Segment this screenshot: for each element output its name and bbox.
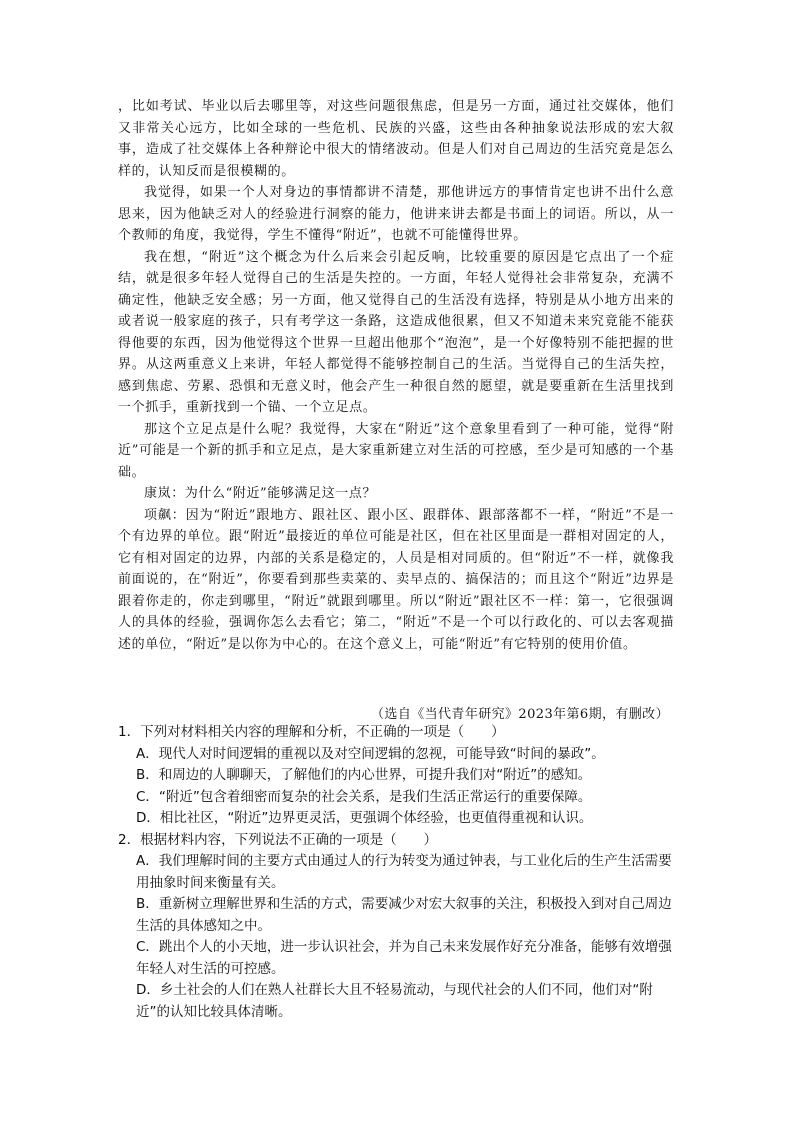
passage-paragraph-5: 康岚：为什么“附近”能够满足这一点？ [144,486,377,501]
question-list [118,722,678,1023]
passage-paragraph-4: 那这个立足点是什么呢？我觉得，大家在“附近”这个意象里看到了一种可能，觉得“附近”可能是一个新的抓手和立足点，是大家重新建立对生活的可控感，至少是可知感的一个基础。 [118,421,674,480]
question-2-option-c: C．跳出个人的小天地，进一步认识社会，并为自己未来发展作好充分准备，能够有效增强年轻人对生活的可控感。 [136,939,672,977]
question-2-option-d: D．乡土社会的人们在熟人社群长大且不轻易流动，与现代社会的人们不同，他们对“附近”的认知比较具体清晰。 [136,982,653,1020]
passage-paragraph-1: ，比如考试、毕业以后去哪里等，对这些问题很焦虑，但是另一方面，通过社交媒体，他们又非常关心远方，比如全球的一些危机、民族的兴盛，这些由各种抽象说法形成的宏大叙事，造成了社交媒体上各种辩论中很大的情绪波动。但是人们对自己周边的生活究竟是怎么样的，认知反而是很模糊的。 [118,99,674,179]
passage-paragraph-3: 我在想，“附近”这个概念为什么后来会引起反响，比较重要的原因是它点出了一个症结，就是很多年轻人觉得自己的生活是失控的。一方面，年轻人觉得社会非常复杂，充满不确定性，他缺乏安全感；另一方面，他又觉得自己的生活没有选择，特别是从小地方出来的或者说一般家庭的孩子，只有考学这一条路，这造成他很累，但又不知道未来究竟能不能获得他要的东西，因为他觉得这个世界一旦超出他那个“泡泡”，是一个好像特别不能把握的世界。从这两重意义上来讲，年轻人都觉得不能够控制自己的生活。当觉得自己的生活失控，感到焦虑、劳累、恐惧和无意义时，他会产生一种很自然的愿望，就是要重新在生活里找到一个抓手，重新找到一个锚、一个立足点。 [118,249,674,415]
source-citation: （选自《当代青年研究》2023年第6期，有删改） [371,707,669,722]
question-1-option-d: D．相比社区，“附近”边界更灵活，更强调个体经验，也更值得重视和认识。 [136,810,593,826]
question-1-option-b: B．和周边的人聊聊天，了解他们的内心世界，可提升我们对“附近”的感知。 [136,767,592,783]
question-1-stem: 1．下列对材料相关内容的理解和分析，不正确的一项是（ ） [118,724,505,740]
passage-paragraph-2: 我觉得，如果一个人对身边的事情都讲不清楚，那他讲远方的事情肯定也讲不出什么意思来，因为他缺乏对人的经验进行洞察的能力，他讲来讲去都是书面上的词语。所以，从一个教师的角度，我觉得，学生不懂得“附近”，也就不可能懂得世界。 [118,185,674,243]
passage-paragraph-6: 项飙：因为“附近”跟地方、跟社区、跟小区、跟群体、跟部落都不一样，“附近”不是一个有边界的单位。跟“附近”最接近的单位可能是社区，但在社区里面是一群相对固定的人，它有相对固定的边界，内部的关系是稳定的，人员是相对同质的。但“附近”不一样，就像我前面说的，在“附近”，你要看到那些卖菜的、卖早点的、搞保洁的；而且这个“附近”边界是跟着你走的，你走到哪里，“附近”就跟到哪里。所以“附近”跟社区不一样：第一，它很强调人的具体的经验，强调你怎么去看它；第二，“附近”不是一个可以行政化的、可以去客观描述的单位，“附近”是以你为中心的。在这个意义上，可能“附近”有它特别的使用价值。 [118,507,674,652]
reading-passage [118,96,674,655]
question-2-option-b: B．重新树立理解世界和生活的方式，需要减少对宏大叙事的关注，积极投入到对自己周边生活的具体感知之中。 [136,896,672,934]
question-2-option-a: A．我们理解时间的主要方式由通过人的行为转变为通过钟表，与工业化后的生产生活需要用抽象时间来衡量有关。 [136,853,672,891]
question-1-option-c: C．“附近”包含着细密而复杂的社会关系，是我们生活正常运行的重要保障。 [136,788,592,805]
question-1-option-a: A．现代人对时间逻辑的重视以及对空间逻辑的忽视，可能导致“时间的暴政”。 [136,745,605,762]
question-2-stem: 2．根据材料内容，下列说法不正确的一项是（ ） [118,831,438,848]
